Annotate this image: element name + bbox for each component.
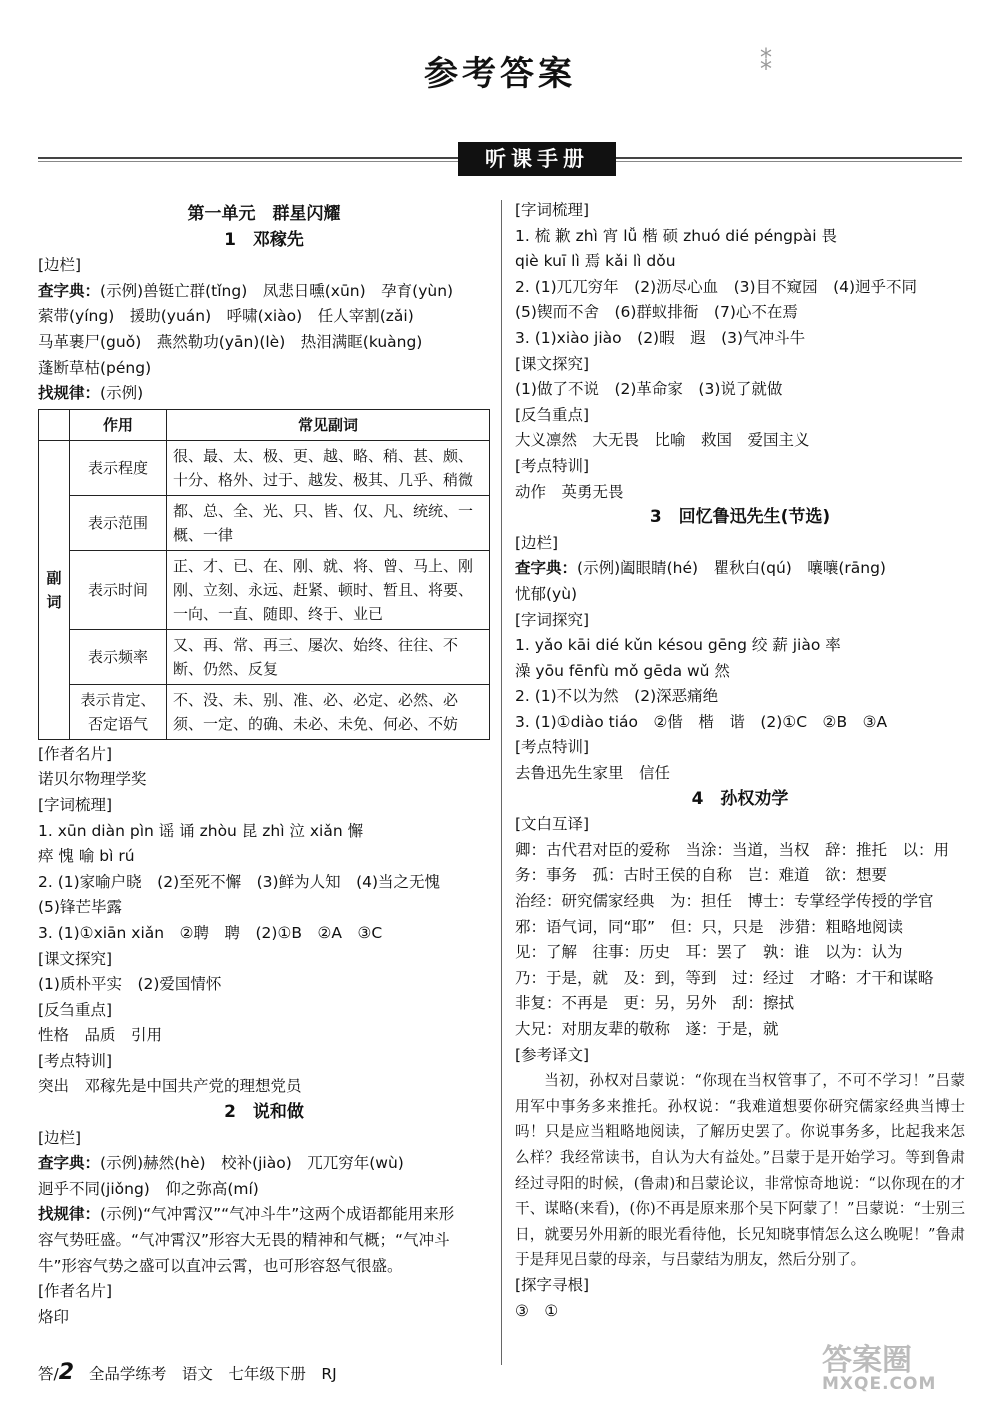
text-line [38, 1177, 490, 1203]
text-line [515, 659, 965, 685]
translation-paragraph: 当初，孙权对吕蒙说：“你现在当权管事了，不可不学习！”吕蒙用军中事务多来推托。孙权说：“我难道想要你研究儒家经典当博士吗！只是应当粗略地阅读，了解历史罢了。你说事务多，比起我来怎么样？我经常读书，自认为大有益处。”吕蒙于是开始学习。等到鲁肃经过寻阳的时候，(鲁肃)和吕蒙论议，非常惊奇地说：“以你现在的才干、谋略(来看)，(你)不再是原来那个吴下阿蒙了！”吕蒙说：“士别三日，就要另外用新的眼光看待他，长兄知晓事情怎么这么晚呢！”鲁肃于是拜见吕蒙的母亲，与吕蒙结为朋友，然后分别了。 [515, 1072, 965, 1269]
line-text: 大兄：对朋友辈的敬称 遂：于是，就 [515, 1020, 779, 1038]
line-text: [考点特训] [515, 738, 590, 757]
watermark-logo [822, 1343, 972, 1394]
text-line [515, 889, 965, 915]
line-text: (示例) [100, 384, 144, 403]
text-line [38, 1202, 490, 1228]
line-text: [课文探究] [515, 354, 590, 373]
table-row [39, 440, 490, 495]
table-header-row [39, 409, 490, 440]
line-label: 找规律： [38, 384, 101, 403]
line-text: [边栏] [38, 1128, 82, 1147]
text-line [515, 684, 965, 710]
table-row [39, 684, 490, 739]
text-line [38, 972, 490, 998]
table-use-cell: 表示范围 [70, 495, 167, 550]
line-label: 查字典： [38, 1154, 101, 1173]
line-text: (示例)阖眼睛(hé) 瞿秋白(qú) 嚷嚷(rāng) [577, 559, 886, 578]
text-line [515, 403, 965, 429]
line-text: (1)质朴平实 (2)爱国情怀 [38, 975, 222, 994]
line-text: 容气势旺盛。“气冲霄汉”形容大无畏的精神和气概；“气冲斗 [38, 1231, 450, 1250]
line-label: 查字典： [515, 559, 578, 578]
line-text: 澡 yōu fēnfù mǒ gēda wǔ 然 [515, 661, 730, 680]
text-line [515, 1017, 965, 1043]
line-text: 蓬断草枯(péng) [38, 358, 152, 377]
line-text: 3. (1)xiào jiào (2)暇 遐 (3)气冲斗牛 [515, 328, 806, 347]
text-line [515, 556, 965, 582]
text-line [38, 947, 490, 973]
text-line [38, 870, 490, 896]
line-text: [字词梳理] [38, 795, 113, 814]
text-line [38, 1126, 490, 1152]
text-line [515, 249, 965, 275]
page-footer [38, 1360, 337, 1385]
line-text: [反刍重点] [515, 405, 590, 424]
line-text: (示例)赫然(hè) 校补(jiào) 兀兀穷年(wù) [100, 1154, 404, 1173]
text-line [38, 1279, 490, 1305]
table-row [39, 629, 490, 684]
footer-book-info: 全品学练考 语文 七年级下册 RJ [88, 1365, 337, 1383]
text-line [38, 819, 490, 845]
line-text: 大义凛然 大无畏 比喻 救国 爱国主义 [515, 431, 810, 450]
page-title: 参考答案 [424, 54, 576, 94]
lesson-title: 3 回忆鲁迅先生(节选) [649, 507, 831, 528]
text-line [515, 915, 965, 941]
line-label: 查字典： [38, 281, 101, 300]
text-line [38, 921, 490, 947]
line-text: [参考译文] [515, 1045, 590, 1064]
text-line [38, 279, 490, 305]
table-use-cell: 表示程度 [70, 440, 167, 495]
table-use-cell: 表示时间 [70, 550, 167, 629]
line-text: qiè kuī lì 焉 kǎi lì dǒu [515, 252, 676, 271]
text-line [515, 608, 965, 634]
watermark-logo-text: 答案圈 [822, 1343, 912, 1378]
text-line [515, 812, 965, 838]
text-line [515, 326, 965, 352]
text-line [515, 428, 965, 454]
line-text: 1. xūn diàn pìn 谣 诵 zhòu 昆 zhì 泣 xiǎn 懈 [38, 821, 364, 840]
line-text: 1. 梳 歉 zhì 宵 lǚ 楷 硕 zhuó dié péngpài 畏 [515, 226, 838, 245]
line-text: 务：事务 孤：古时王侯的自称 岂：难道 欲：想要 [515, 866, 888, 885]
text-line [515, 531, 965, 557]
line-text: 乃：于是，就 及：到，等到 过：经过 才略：才干和谋略 [515, 968, 934, 987]
line-text: (1)做了不说 (2)革命家 (3)说了就做 [515, 380, 783, 399]
line-text: [字词梳理] [515, 201, 590, 219]
left-column [38, 198, 490, 1330]
text-line [515, 966, 965, 992]
text-line [38, 1305, 490, 1331]
text-line [38, 767, 490, 793]
text-line [38, 304, 490, 330]
text-line [38, 1151, 490, 1177]
line-text: 2. (1)家喻户晓 (2)至死不懈 (3)鲜为人知 (4)当之无愧 [38, 872, 441, 891]
table-words-cell: 正、才、已、在、刚、就、将、曾、马上、刚刚、立刻、永远、赶紧、顿时、暂且、将要、一向、一直、随即、终于、业已 [167, 550, 490, 629]
table-use-cell: 表示肯定、否定语气 [70, 684, 167, 739]
line-text: [课文探究] [38, 949, 113, 968]
line-text: 非复：不再是 更：另，另外 刮：擦拭 [515, 994, 795, 1013]
line-text: 忧郁(yù) [515, 584, 578, 603]
line-text: 去鲁迅先生家里 信任 [515, 764, 671, 783]
text-line [38, 1023, 490, 1049]
text-line [38, 793, 490, 819]
line-text: 萦带(yíng) 援助(yuán) 呼啸(xiào) 任人宰割(zǎi) [38, 307, 414, 326]
line-text: [反刍重点] [38, 1000, 113, 1019]
text-line [515, 352, 965, 378]
line-text: [作者名片] [38, 1282, 113, 1301]
text-line [515, 582, 965, 608]
line-text: 马革裹尸(guǒ) 燕然勒功(yān)(lè) 热泪满眶(kuàng) [38, 332, 423, 351]
text-line [38, 742, 490, 768]
line-text: ③ ① [515, 1301, 559, 1320]
text-line [515, 480, 965, 506]
text-line [515, 377, 965, 403]
text-line [515, 710, 965, 736]
line-text: 烙印 [38, 1307, 70, 1326]
text-line [38, 1074, 490, 1100]
text-line [38, 1254, 490, 1280]
line-text: (5)锲而不舍 (6)群蚁排衙 (7)心不在焉 [515, 303, 798, 322]
line-text: (5)锋芒毕露 [38, 898, 122, 917]
line-text: (示例)兽铤亡群(tǐng) 凤悲日曛(xūn) 孕育(yùn) [100, 281, 454, 300]
text-line [515, 1043, 965, 1069]
text-line [515, 1273, 965, 1299]
line-text: 迥乎不同(jiǒng) 仰之弥高(mí) [38, 1179, 259, 1198]
text-line [515, 838, 965, 864]
line-text: 1. yǎo kāi dié kǔn késou gēng 绞 薪 jiào 率 [515, 636, 841, 655]
unit-title: 第一单元 群星闪耀 [187, 204, 341, 224]
text-line [38, 356, 490, 382]
adverb-table [38, 409, 490, 740]
table-words-cell: 又、再、常、再三、屡次、始终、往往、不断、仍然、反复 [167, 629, 490, 684]
line-text: [探字寻根] [515, 1275, 590, 1294]
text-line [515, 224, 965, 250]
right-column [515, 198, 965, 1324]
lesson-title: 1 邓稼先 [224, 229, 304, 250]
page-number: 2 [58, 1360, 75, 1385]
line-text: 治经：研究儒家经典 为：担任 博士：专掌经学传授的学官 [515, 892, 934, 911]
text-line [38, 895, 490, 921]
table-words-cell: 都、总、全、光、只、皆、仅、凡、统统、一概、一律 [167, 495, 490, 550]
text-line [515, 454, 965, 480]
text-line [515, 991, 965, 1017]
line-text: 见：了解 往事：历史 耳：罢了 孰：谁 以为：认为 [515, 943, 903, 962]
line-text: [考点特训] [515, 456, 590, 475]
table-header-cell: 作用 [70, 409, 167, 440]
line-text: 诺贝尔物理学奖 [38, 770, 147, 789]
table-category-cell: 副词 [39, 440, 70, 739]
line-text: (示例)“气冲霄汉”“气冲斗牛”这两个成语都能用来形 [100, 1205, 455, 1224]
line-text: [字词探究] [515, 610, 590, 629]
line-label: 找规律： [38, 1205, 101, 1224]
line-text: [考点特训] [38, 1051, 113, 1070]
line-text: [边栏] [38, 256, 82, 275]
text-line [515, 735, 965, 761]
line-text: 邪：语气词，同“耶” 但：只，只是 涉猎：粗略地阅读 [515, 917, 904, 936]
line-text: 3. (1)①diào tiáo ②偕 楷 谐 (2)①C ②B ③A [515, 712, 888, 731]
text-line [38, 330, 490, 356]
text-line [515, 863, 965, 889]
text-line [38, 998, 490, 1024]
line-text: [作者名片] [38, 744, 113, 763]
column-divider [501, 200, 502, 1365]
table-words-cell: 不、没、未、别、准、必、必定、必然、必须、一定、的确、未必、未免、何必、不妨 [167, 684, 490, 739]
text-line [515, 1299, 965, 1325]
table-row [39, 495, 490, 550]
text-line [515, 275, 965, 301]
lesson-title: 4 孙权劝学 [691, 788, 789, 809]
text-line [515, 940, 965, 966]
table-use-cell: 表示频率 [70, 629, 167, 684]
table-row [39, 550, 490, 629]
line-text: [边栏] [515, 533, 559, 552]
line-text: [文白互译] [515, 815, 590, 834]
line-text: 3. (1)①xiān xiǎn ②聘 聘 (2)①B ②A ③C [38, 923, 383, 942]
text-line [515, 633, 965, 659]
text-line [38, 844, 490, 870]
text-line [38, 381, 490, 407]
text-line [38, 253, 490, 279]
lesson-title: 2 说和做 [224, 1102, 304, 1123]
line-text: 瘁 愧 喻 bì rú [38, 847, 135, 866]
line-text: 突出 邓稼先是中国共产党的理想党员 [38, 1077, 302, 1096]
table-words-cell: 很、最、太、极、更、越、略、稍、甚、颇、十分、格外、过于、越发、极其、几乎、稍微 [167, 440, 490, 495]
banner-label: 听课手册 [458, 142, 616, 176]
line-text: 卿：古代君对臣的爱称 当涂：当道，当权 辞：推托 以：用 [515, 840, 950, 859]
section-banner [38, 142, 962, 176]
line-text: 2. (1)兀兀穷年 (2)沥尽心血 (3)目不窥园 (4)迥乎不同 [515, 277, 918, 296]
text-line [38, 1228, 490, 1254]
text-line [515, 300, 965, 326]
text-line [515, 761, 965, 787]
text-line [38, 1049, 490, 1075]
watermark-url: MXQE.COM [822, 1374, 937, 1394]
line-text: 性格 品质 引用 [38, 1026, 163, 1045]
line-text: 2. (1)不以为然 (2)深恶痛绝 [515, 687, 719, 706]
table-header-cell: 常见副词 [167, 409, 490, 440]
corner-scribble-icon: ⁑ [760, 48, 772, 76]
table-header-blank [39, 409, 70, 440]
text-line [515, 198, 965, 224]
footer-prefix: 答/ [38, 1365, 59, 1383]
line-text: 动作 英勇无畏 [515, 482, 624, 501]
line-text: 牛”形容气势之盛可以直冲云霄，也可形容怒气很盛。 [38, 1256, 403, 1275]
